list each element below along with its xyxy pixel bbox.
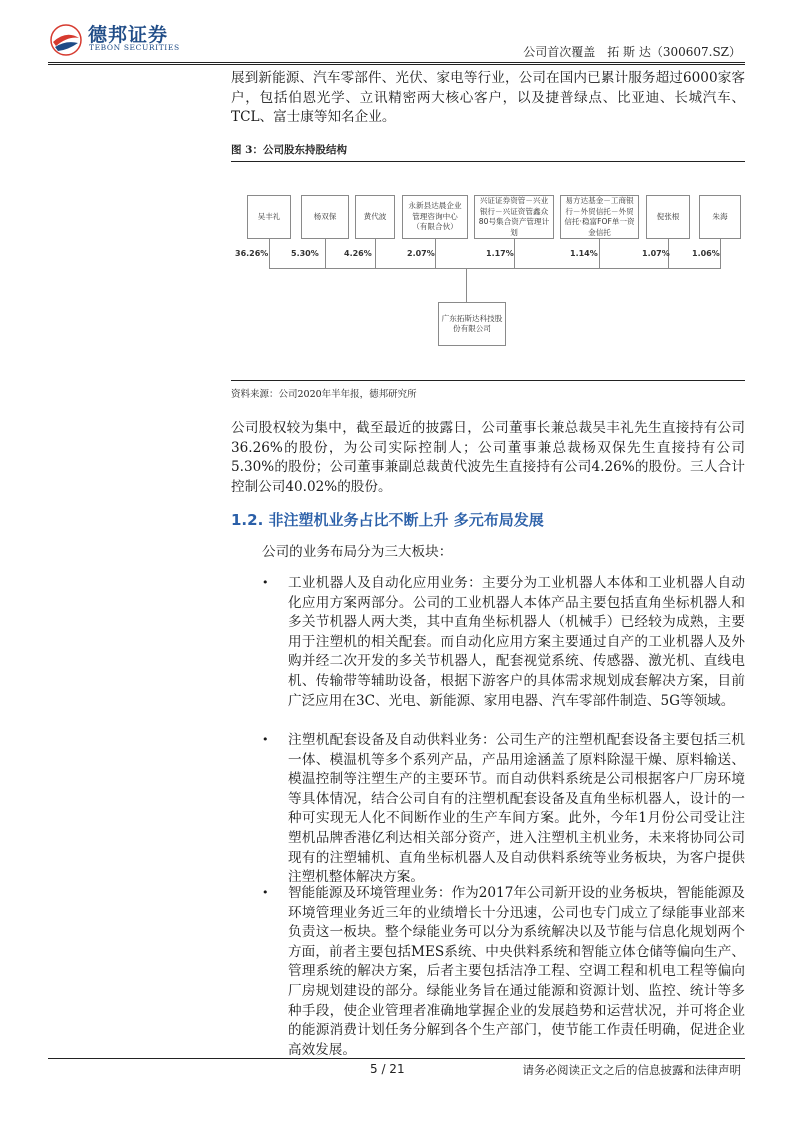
connector: [269, 239, 270, 268]
share-percentage: 1.07%: [642, 249, 670, 258]
tebon-logo-icon: [50, 24, 82, 56]
bullet-item: 工业机器人及自动化应用业务：主要分为工业机器人本体和工业机器人自动化应用方案两部分。公司的工业机器人本体产品主要包括直角坐标机器人和多关节机器人两大类，其中直角坐标机器人（机械手）已经较为成熟，主要用于注塑机的相关配套。而自动化应用方案主要通过自产的工业机器人及外购并经二次开发的多关节机器人，配套视觉系统、传感器、激光机、直线电机、传输带等辅助设备，根据下游客户的具体需求规划成套解决方案，目前广泛应用在3C、光电、新能源、家用电器、汽车零部件制造、5G等领域。: [288, 575, 745, 709]
share-percentage: 1.06%: [692, 249, 720, 258]
logo-chinese-name: 德邦证券: [88, 24, 169, 46]
share-percentage: 1.14%: [570, 249, 598, 258]
logo-english-name: TEBON SECURITIES: [89, 43, 180, 52]
shareholder-box: 杨双保: [301, 195, 349, 239]
bullet-marker: •: [262, 733, 269, 746]
connector: [599, 239, 600, 268]
shareholder-box: 易方达基金－工商银行－外贸信托－外贸信托·稳富FOF单一资金信托: [560, 195, 639, 239]
connector: [325, 239, 326, 268]
ownership-paragraph: 公司股权较为集中，截至最近的披露日，公司董事长兼总裁吴丰礼先生直接持有公司36.26%的股份，为公司实际控制人；公司董事兼总裁杨双保先生直接持有公司5.30%的股份；公司董事兼副总裁黄代波先生直接持有公司4.26%的股份。三人合计控制公司40.02%的股份。: [231, 420, 745, 495]
shareholder-box: 兴证证券资管－兴业银行－兴证资管鑫众80号集合资产管理计划: [474, 195, 554, 239]
figure-bottom-rule: [231, 380, 745, 381]
footer-divider: [48, 1058, 745, 1059]
connector: [720, 239, 721, 268]
share-percentage: 4.26%: [344, 249, 372, 258]
shareholder-box: 黄代波: [355, 195, 395, 239]
header-divider-2: [48, 64, 745, 65]
footer-disclaimer: 请务必阅读正文之后的信息披露和法律声明: [522, 1063, 741, 1077]
connector: [435, 239, 436, 268]
share-percentage: 36.26%: [235, 249, 269, 258]
share-percentage: 1.17%: [486, 249, 514, 258]
bullet-item: 智能能源及环境管理业务：作为2017年公司新开设的业务板块，智能能源及环境管理业务近三年的业绩增长十分迅速，公司也专门成立了绿能事业部来负责这一板块。整个绿能业务可以分为系统解决以及节能与信息化规划两个方面，前者主要包括MES系统、中央供料系统和智能立体仓储等偏向生产、管理系统的解决方案，后者主要包括洁净工程、空调工程和机电工程等偏向厂房规划建设的部分。绿能业务旨在通过能源和资源计划、监控、统计等多种手段，使企业管理者准确地掌握企业的发展趋势和运营状况，并可将企业的能源消费计划任务分解到各个生产部门，使节能工作责任明确，促进企业高效发展。: [288, 885, 745, 1058]
shareholder-box: 吴丰礼: [247, 195, 291, 239]
connector: [514, 239, 515, 268]
section-lead: 公司的业务布局分为三大板块：: [262, 544, 453, 560]
connector: [375, 239, 376, 268]
bullet-marker: •: [262, 576, 269, 589]
company-box: 广东拓斯达科技股份有限公司: [438, 302, 506, 346]
share-percentage: 2.07%: [407, 249, 435, 258]
report-tag: 公司首次覆盖 拓 斯 达（300607.SZ）: [523, 45, 741, 59]
section-title: 1.2. 非注塑机业务占比不断上升 多元布局发展: [231, 511, 544, 529]
bullet-marker: •: [262, 886, 269, 899]
bullet-item: 注塑机配套设备及自动供料业务：公司生产的注塑机配套设备主要包括三机一体、模温机等多个系列产品，产品用途涵盖了原料除湿干燥、原料输送、模温控制等注塑生产的主要环节。而自动供料系统是公司根据客户厂房环境等具体情况，结合公司自有的注塑机配套设备及直角坐标机器人，设计的一种可实现无人化不间断作业的生产车间方案。此外，今年1月份公司受让注塑机品牌香港亿利达相关部分资产，进入注塑机主机业务，未来将协同公司现有的注塑辅机、直角坐标机器人及自动供料系统等业务板块，为客户提供注塑机整体解决方案。: [288, 732, 745, 886]
connector-bus: [269, 268, 721, 269]
header-divider: [48, 62, 745, 63]
figure-title: 图 3：公司股东持股结构: [231, 144, 347, 156]
connector-trunk: [466, 268, 467, 302]
share-percentage: 5.30%: [291, 249, 319, 258]
shareholder-box: 永新县达晨企业管理咨询中心（有限合伙）: [402, 195, 468, 239]
page-number: 5 / 21: [370, 1062, 405, 1076]
figure-source: 资料来源：公司2020年半年报，德邦研究所: [231, 389, 417, 400]
shareholding-chart: [231, 162, 745, 380]
intro-paragraph: 展到新能源、汽车零部件、光伏、家电等行业，公司在国内已累计服务超过6000家客户，包括伯恩光学、立讯精密两大核心客户，以及捷普绿点、比亚迪、长城汽车、TCL、富士康等知名企业。: [231, 70, 745, 126]
shareholder-box: 倪张根: [646, 195, 690, 239]
shareholder-box: 朱海: [699, 195, 741, 239]
